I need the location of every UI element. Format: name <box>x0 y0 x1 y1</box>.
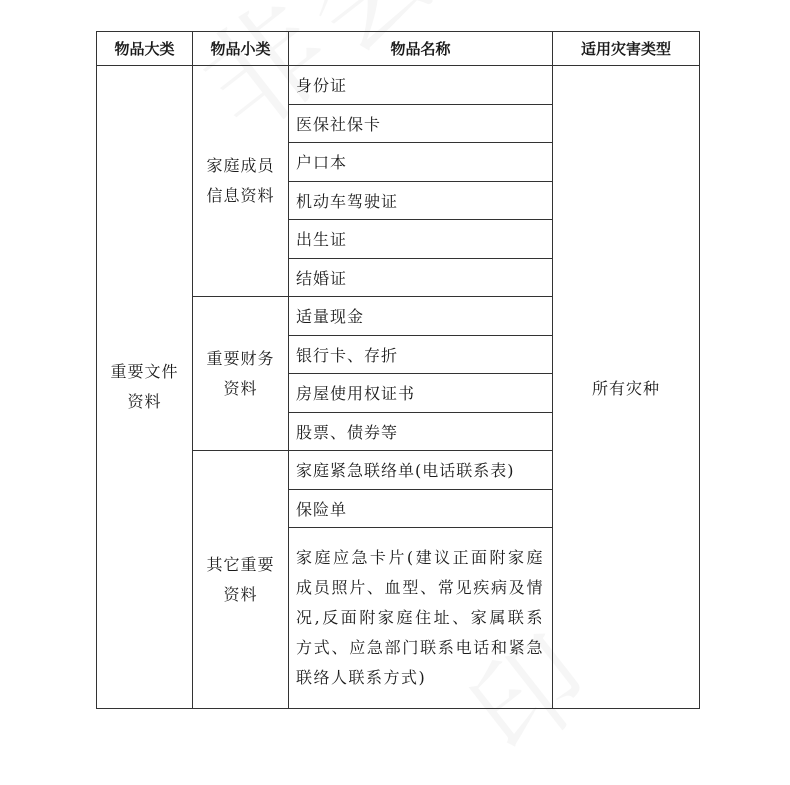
item-name-cell: 结婚证 <box>289 258 553 297</box>
item-name-cell: 出生证 <box>289 220 553 259</box>
subcategory-line: 资料 <box>223 378 258 398</box>
header-hazard-type: 适用灾害类型 <box>553 32 700 66</box>
item-name-cell: 银行卡、存折 <box>289 335 553 374</box>
table-row <box>97 66 700 105</box>
subcategory-line: 其它重要 <box>206 554 275 574</box>
major-category-line: 重要文件 <box>110 362 179 381</box>
major-category-line: 资料 <box>127 392 162 411</box>
item-name-cell: 户口本 <box>289 143 553 182</box>
subcategory-cell <box>193 451 289 709</box>
header-subcategory: 物品小类 <box>193 32 289 66</box>
subcategory-line: 资料 <box>223 584 258 604</box>
header-major-category: 物品大类 <box>97 32 193 66</box>
item-name-cell: 股票、债券等 <box>289 412 553 451</box>
subcategory-cell <box>193 66 289 297</box>
item-name-cell: 身份证 <box>289 66 553 105</box>
table-header-row <box>97 32 700 66</box>
item-name-cell: 机动车驾驶证 <box>289 181 553 220</box>
item-name-cell: 医保社保卡 <box>289 104 553 143</box>
header-item-name: 物品名称 <box>289 32 553 66</box>
subcategory-line: 家庭成员 <box>206 156 275 175</box>
major-category-cell <box>97 66 193 709</box>
item-name-cell: 保险单 <box>289 489 553 528</box>
hazard-type-cell: 所有灾种 <box>553 66 700 709</box>
subcategory-line: 重要财务 <box>206 348 275 368</box>
item-name-cell: 家庭紧急联络单(电话联系表) <box>289 451 553 490</box>
item-name-cell: 房屋使用权证书 <box>289 374 553 413</box>
subcategory-cell <box>193 297 289 451</box>
item-name-cell: 家庭应急卡片(建议正面附家庭成员照片、血型、常见疾病及情况,反面附家庭住址、家属联系方式、应急部门联系电话和紧急联络人联系方式) <box>289 528 553 709</box>
subcategory-line: 信息资料 <box>206 186 275 205</box>
item-name-cell: 适量现金 <box>289 297 553 336</box>
supplies-table <box>96 31 700 709</box>
